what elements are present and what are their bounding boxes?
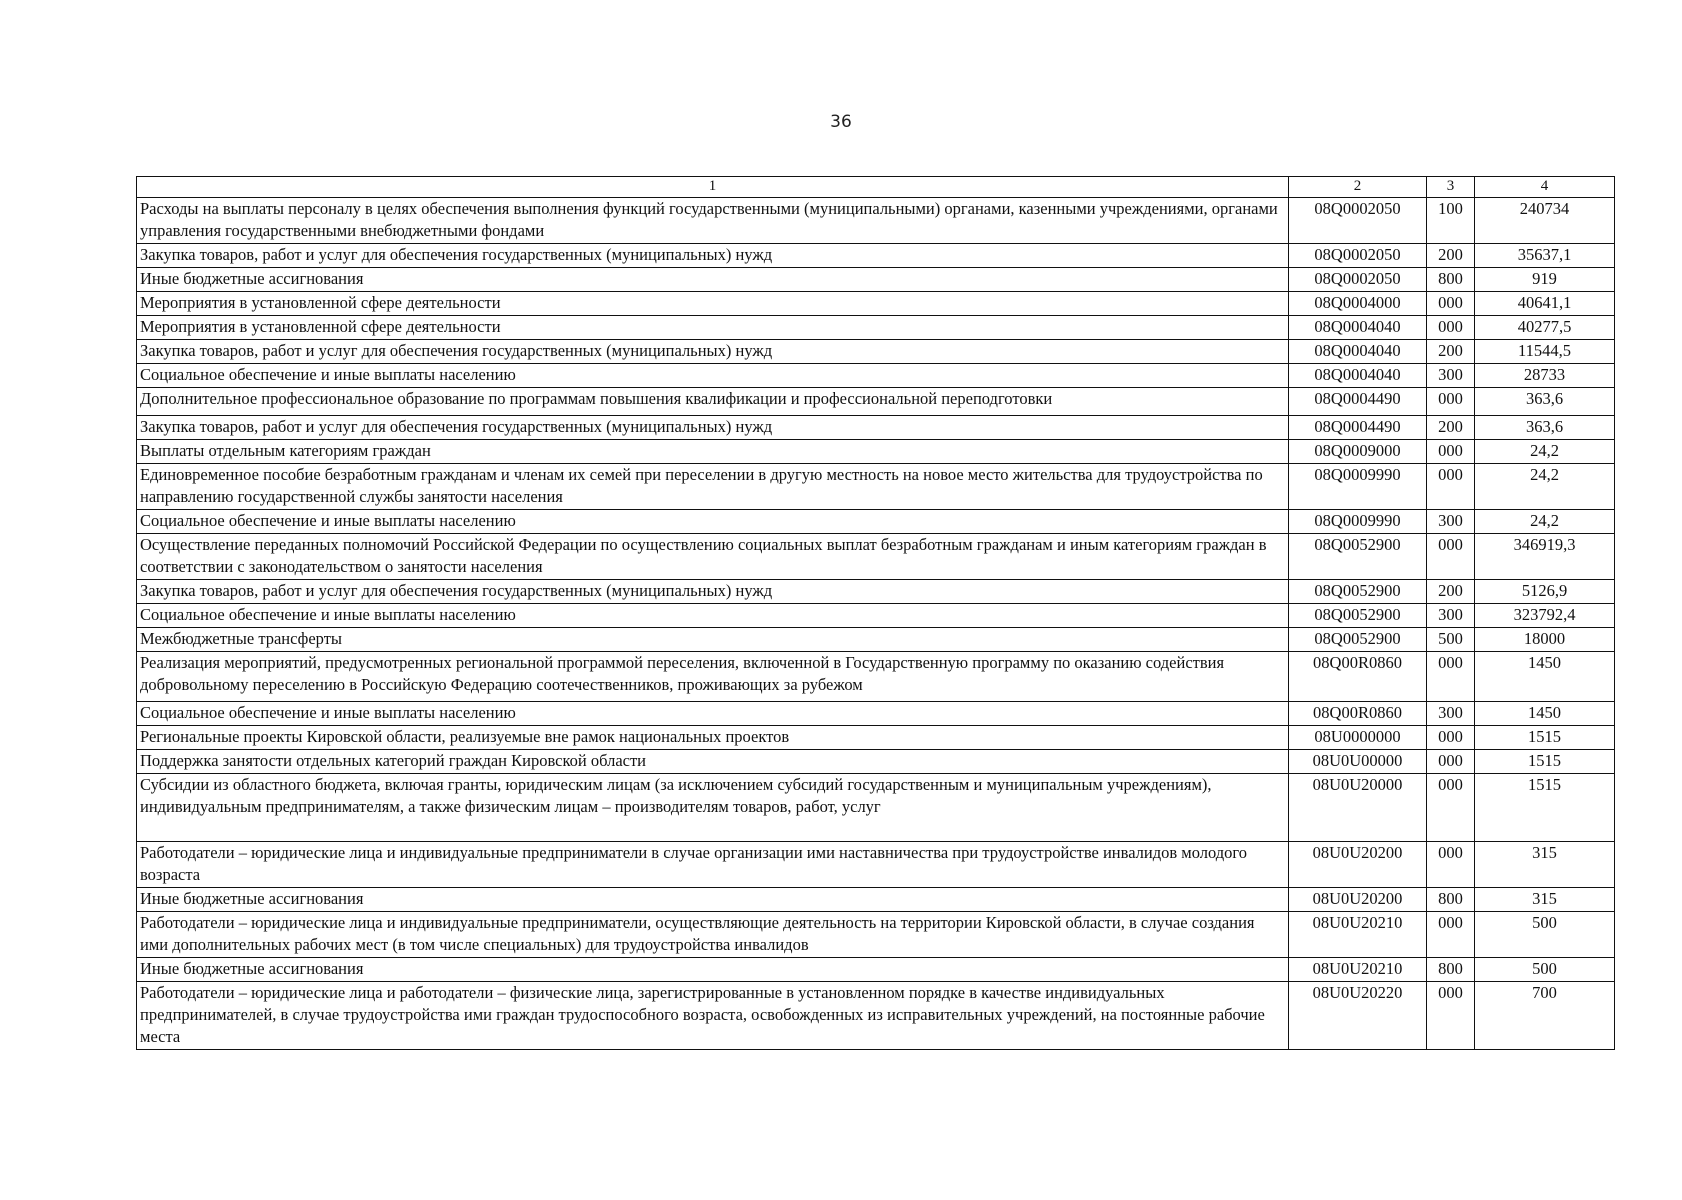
header-col-1: 1: [137, 177, 1289, 198]
row-description: Работодатели – юридические лица и работодатели – физические лица, зарегистрированные в установленном порядке в качестве индивидуальных предпринимателей, в случае трудоустройства ими граждан трудоспособного возраста, освобожденных из исправительных учреждений, на постоянные рабочие места: [137, 982, 1289, 1050]
row-description: Закупка товаров, работ и услуг для обеспечения государственных (муниципальных) нужд: [137, 416, 1289, 440]
row-expense-type: 800: [1427, 888, 1475, 912]
row-target-code: 08Q0004490: [1289, 416, 1427, 440]
row-target-code: 08Q0004490: [1289, 388, 1427, 416]
page-number: 36: [830, 112, 852, 132]
row-expense-type: 200: [1427, 580, 1475, 604]
row-expense-type: 200: [1427, 244, 1475, 268]
table-row: [137, 316, 1615, 340]
table-row: [137, 750, 1615, 774]
row-expense-type: 100: [1427, 198, 1475, 244]
row-target-code: 08Q0004000: [1289, 292, 1427, 316]
budget-table: [136, 176, 1615, 1050]
row-target-code: 08U0U20200: [1289, 888, 1427, 912]
row-amount: 919: [1475, 268, 1615, 292]
row-target-code: 08Q00R0860: [1289, 702, 1427, 726]
row-description: Региональные проекты Кировской области, реализуемые вне рамок национальных проектов: [137, 726, 1289, 750]
table-row: [137, 628, 1615, 652]
header-col-2: 2: [1289, 177, 1427, 198]
table-row: [137, 364, 1615, 388]
table-row: [137, 652, 1615, 702]
row-target-code: 08U0U00000: [1289, 750, 1427, 774]
row-amount: 24,2: [1475, 440, 1615, 464]
row-target-code: 08Q0009990: [1289, 510, 1427, 534]
row-amount: 1515: [1475, 750, 1615, 774]
row-target-code: 08U0U20210: [1289, 958, 1427, 982]
row-description: Осуществление переданных полномочий Российской Федерации по осуществлению социальных выплат безработным гражданам и иным категориям граждан в соответствии с законодательством о занятости населения: [137, 534, 1289, 580]
row-description: Социальное обеспечение и иные выплаты населению: [137, 702, 1289, 726]
table-row: [137, 416, 1615, 440]
row-target-code: 08U0U20000: [1289, 774, 1427, 842]
row-expense-type: 200: [1427, 416, 1475, 440]
row-description: Социальное обеспечение и иные выплаты населению: [137, 364, 1289, 388]
row-description: Закупка товаров, работ и услуг для обеспечения государственных (муниципальных) нужд: [137, 244, 1289, 268]
row-description: Дополнительное профессиональное образование по программам повышения квалификации и профессиональной переподготовки: [137, 388, 1289, 416]
row-description: Межбюджетные трансферты: [137, 628, 1289, 652]
row-target-code: 08Q0052900: [1289, 604, 1427, 628]
row-description: Реализация мероприятий, предусмотренных региональной программой переселения, включенной в Государственную программу по оказанию содействия добровольному переселению в Российскую Федерацию соотечественников, проживающих за рубежом: [137, 652, 1289, 702]
row-description: Мероприятия в установленной сфере деятельности: [137, 292, 1289, 316]
row-amount: 1450: [1475, 652, 1615, 702]
row-amount: 1450: [1475, 702, 1615, 726]
row-description: Иные бюджетные ассигнования: [137, 958, 1289, 982]
row-expense-type: 000: [1427, 440, 1475, 464]
table-row: [137, 198, 1615, 244]
row-description: Субсидии из областного бюджета, включая гранты, юридическим лицам (за исключением субсидий государственным и муниципальным учреждениям), индивидуальным предпринимателям, а также физическим лицам – производителям товаров, работ, услуг: [137, 774, 1289, 842]
table-row: [137, 268, 1615, 292]
table-row: [137, 982, 1615, 1050]
row-description: Закупка товаров, работ и услуг для обеспечения государственных (муниципальных) нужд: [137, 580, 1289, 604]
row-description: Работодатели – юридические лица и индивидуальные предприниматели, осуществляющие деятельность на территории Кировской области, в случае создания ими дополнительных рабочих мест (в том числе специальных) для трудоустройства инвалидов: [137, 912, 1289, 958]
table-row: [137, 958, 1615, 982]
row-expense-type: 000: [1427, 774, 1475, 842]
row-target-code: 08Q0052900: [1289, 628, 1427, 652]
row-expense-type: 000: [1427, 750, 1475, 774]
row-amount: 28733: [1475, 364, 1615, 388]
row-expense-type: 200: [1427, 340, 1475, 364]
row-amount: 1515: [1475, 726, 1615, 750]
row-amount: 1515: [1475, 774, 1615, 842]
row-target-code: 08Q0052900: [1289, 534, 1427, 580]
row-target-code: 08Q0004040: [1289, 364, 1427, 388]
table-row: [137, 244, 1615, 268]
row-expense-type: 000: [1427, 464, 1475, 510]
row-expense-type: 000: [1427, 842, 1475, 888]
row-description: Закупка товаров, работ и услуг для обеспечения государственных (муниципальных) нужд: [137, 340, 1289, 364]
row-expense-type: 300: [1427, 364, 1475, 388]
row-target-code: 08U0000000: [1289, 726, 1427, 750]
row-amount: 5126,9: [1475, 580, 1615, 604]
row-amount: 346919,3: [1475, 534, 1615, 580]
row-target-code: 08Q0002050: [1289, 198, 1427, 244]
table-row: [137, 340, 1615, 364]
table-row: [137, 702, 1615, 726]
row-expense-type: 300: [1427, 510, 1475, 534]
row-description: Расходы на выплаты персоналу в целях обеспечения выполнения функций государственными (муниципальными) органами, казенными учреждениями, органами управления государственными внебюджетными фондами: [137, 198, 1289, 244]
row-target-code: 08U0U20220: [1289, 982, 1427, 1050]
row-description: Выплаты отдельным категориям граждан: [137, 440, 1289, 464]
header-col-4: 4: [1475, 177, 1615, 198]
row-target-code: 08U0U20200: [1289, 842, 1427, 888]
row-amount: 363,6: [1475, 388, 1615, 416]
row-amount: 11544,5: [1475, 340, 1615, 364]
row-description: Поддержка занятости отдельных категорий граждан Кировской области: [137, 750, 1289, 774]
row-expense-type: 000: [1427, 652, 1475, 702]
table-row: [137, 510, 1615, 534]
row-expense-type: 000: [1427, 912, 1475, 958]
table-row: [137, 580, 1615, 604]
row-description: Единовременное пособие безработным гражданам и членам их семей при переселении в другую местность на новое место жительства для трудоустройства по направлению государственной службы занятости населения: [137, 464, 1289, 510]
row-target-code: 08Q0052900: [1289, 580, 1427, 604]
table-row: [137, 774, 1615, 842]
row-expense-type: 000: [1427, 388, 1475, 416]
table-row: [137, 604, 1615, 628]
table-row: [137, 440, 1615, 464]
row-amount: 24,2: [1475, 464, 1615, 510]
row-description: Социальное обеспечение и иные выплаты населению: [137, 510, 1289, 534]
row-amount: 24,2: [1475, 510, 1615, 534]
row-amount: 40641,1: [1475, 292, 1615, 316]
row-expense-type: 300: [1427, 702, 1475, 726]
row-description: Социальное обеспечение и иные выплаты населению: [137, 604, 1289, 628]
row-expense-type: 000: [1427, 726, 1475, 750]
row-amount: 500: [1475, 912, 1615, 958]
row-expense-type: 500: [1427, 628, 1475, 652]
row-expense-type: 800: [1427, 958, 1475, 982]
row-amount: 40277,5: [1475, 316, 1615, 340]
table-header-row: [137, 177, 1615, 198]
table-row: [137, 388, 1615, 416]
row-target-code: 08Q0002050: [1289, 268, 1427, 292]
row-expense-type: 300: [1427, 604, 1475, 628]
table-row: [137, 888, 1615, 912]
row-amount: 315: [1475, 888, 1615, 912]
row-target-code: 08Q0004040: [1289, 316, 1427, 340]
row-amount: 35637,1: [1475, 244, 1615, 268]
table-row: [137, 292, 1615, 316]
header-col-3: 3: [1427, 177, 1475, 198]
table-row: [137, 464, 1615, 510]
row-expense-type: 000: [1427, 982, 1475, 1050]
row-target-code: 08Q0009000: [1289, 440, 1427, 464]
row-target-code: 08Q0009990: [1289, 464, 1427, 510]
row-target-code: 08Q0004040: [1289, 340, 1427, 364]
row-amount: 240734: [1475, 198, 1615, 244]
row-amount: 500: [1475, 958, 1615, 982]
row-amount: 323792,4: [1475, 604, 1615, 628]
row-expense-type: 000: [1427, 292, 1475, 316]
row-expense-type: 800: [1427, 268, 1475, 292]
row-description: Иные бюджетные ассигнования: [137, 888, 1289, 912]
table-row: [137, 726, 1615, 750]
row-amount: 315: [1475, 842, 1615, 888]
row-amount: 363,6: [1475, 416, 1615, 440]
row-description: Иные бюджетные ассигнования: [137, 268, 1289, 292]
row-description: Мероприятия в установленной сфере деятельности: [137, 316, 1289, 340]
table-row: [137, 842, 1615, 888]
row-target-code: 08Q0002050: [1289, 244, 1427, 268]
row-target-code: 08U0U20210: [1289, 912, 1427, 958]
row-amount: 700: [1475, 982, 1615, 1050]
table-row: [137, 534, 1615, 580]
row-target-code: 08Q00R0860: [1289, 652, 1427, 702]
table-row: [137, 912, 1615, 958]
row-amount: 18000: [1475, 628, 1615, 652]
row-expense-type: 000: [1427, 534, 1475, 580]
row-expense-type: 000: [1427, 316, 1475, 340]
row-description: Работодатели – юридические лица и индивидуальные предприниматели в случае организации ими наставничества при трудоустройстве инвалидов молодого возраста: [137, 842, 1289, 888]
